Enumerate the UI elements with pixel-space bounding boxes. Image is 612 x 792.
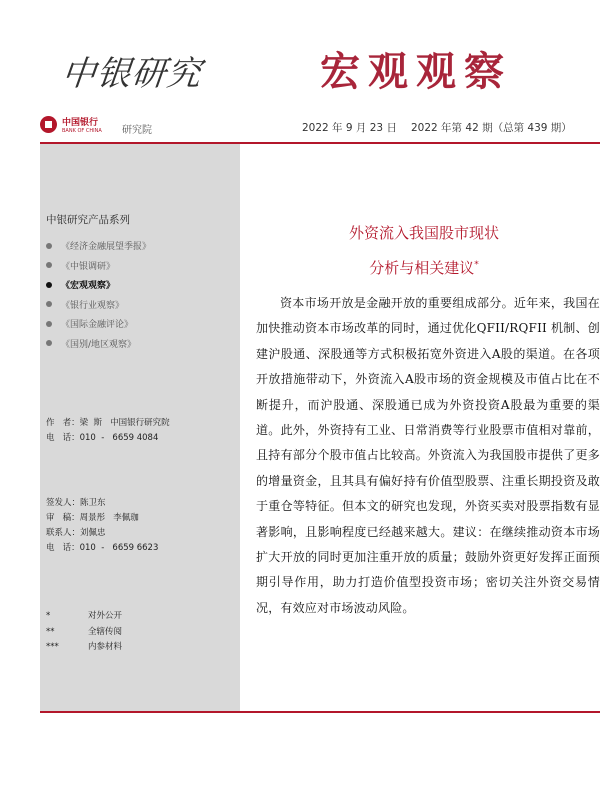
- bank-of-china-logo-icon: [40, 116, 57, 133]
- article-title-line2: 分析与相关建议*: [369, 259, 479, 277]
- series-item-current: 《宏观观察》: [46, 275, 151, 295]
- bullet-icon: [46, 243, 52, 249]
- series-title: 中银研究产品系列: [46, 214, 130, 226]
- series-item: 《中银调研》: [46, 256, 151, 276]
- classification-legend: [46, 609, 122, 656]
- author-line: 作 者：梁 斯 中国银行研究院: [46, 418, 170, 428]
- series-item: 《经济金融展望季报》: [46, 236, 151, 256]
- classification-item: * 对外公开: [46, 611, 123, 621]
- bullet-icon: [46, 262, 52, 268]
- bank-name-cn: 中国银行: [62, 118, 99, 128]
- institute-name: 研究院: [122, 125, 152, 136]
- series-list: [46, 236, 151, 353]
- contact-phone: 电 话：010 - 6659 6623: [46, 543, 159, 553]
- bullet-icon: [46, 282, 52, 288]
- approval-info: [46, 496, 158, 556]
- author-info: [46, 416, 170, 446]
- bullet-icon: [46, 321, 52, 327]
- contact-line: 联系人：刘佩忠: [46, 528, 106, 538]
- publication-date: 2022 年 9 月 23 日: [302, 122, 397, 134]
- bottom-divider: [40, 711, 600, 713]
- bullet-icon: [46, 340, 52, 346]
- series-item: 《银行业观察》: [46, 295, 151, 315]
- bullet-icon: [46, 301, 52, 307]
- reviewer-line: 审 稿：周景彤 李佩珈: [46, 513, 139, 523]
- classification-item: *** 内参材料: [46, 642, 123, 652]
- author-phone: 电 话：010 - 6659 4084: [46, 433, 159, 443]
- series-item: 《国别/地区观察》: [46, 334, 151, 354]
- article-title-line1: 外资流入我国股市现状: [348, 224, 499, 242]
- series-item: 《国际金融评论》: [46, 314, 151, 334]
- bank-name-en: BANK OF CHINA: [62, 128, 102, 134]
- classification-item: ** 全辖传阅: [46, 626, 123, 637]
- issue-number: 2022 年第 42 期（总第 439 期）: [411, 122, 572, 134]
- calligraphy-logo: 中银研究: [59, 54, 204, 94]
- masthead: [40, 112, 600, 146]
- publication-title: 宏观观察: [320, 49, 512, 95]
- title-footnote-mark: *: [474, 260, 479, 270]
- signer-line: 签发人：陈卫东: [46, 498, 106, 508]
- article-abstract: 资本市场开放是金融开放的重要组成部分。近年来，我国在加快推动资本市场改革的同时，通过优化QFII/RQFII 机制、创建沪股通、深股通等方式积极拓宽外资进入A股的渠道。在各项开放措施带动下，外资流入A股市场的资金规模及市值占比在不断提升，而沪股通、深股通已成为外资投资A股最为重要的渠道。此外，外资持有工业、日常消费等行业股票市值相对靠前，且持有部分个股市值占比较高。外资流入为我国股市提供了更多的增量资金，且其具有偏好持有价值型股票、注重长期投资及敢于重仓等特征。但本文的研究也发现，外资买卖对股票指数有显著影响，且影响程度已经越来越大。建议：在继续推动资本市场扩大开放的同时更加注重开放的质量；鼓励外资更好发挥正面预期引导作用，助力打造价值型投资市场；密切关注外资交易情况，有效应对市场波动风险。: [256, 296, 600, 615]
